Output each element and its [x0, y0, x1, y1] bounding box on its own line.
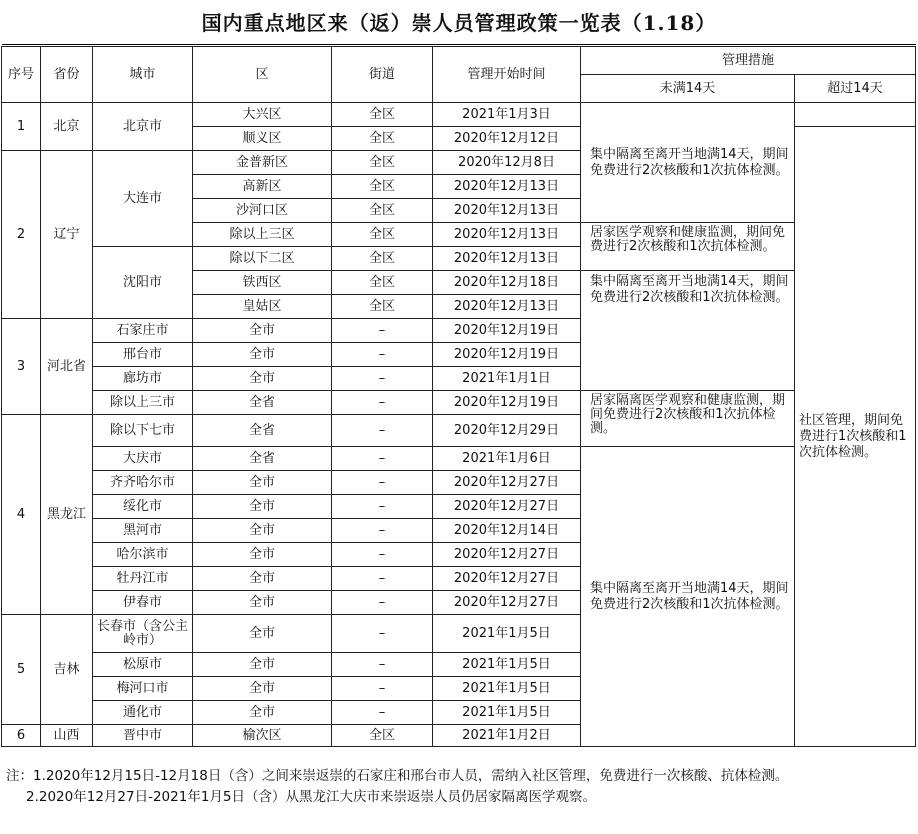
- street-cell: –: [332, 701, 433, 725]
- district-cell: 全市: [193, 567, 332, 591]
- city-cell: 松原市: [93, 653, 193, 677]
- footnote-2: 2.2020年12月27日-2021年1月5日（含）从黑龙江大庆市来崇返崇人员仍居家隔离医学观察。: [26, 789, 596, 805]
- start-time-cell: 2021年1月5日: [433, 653, 581, 677]
- city-cell: 石家庄市: [93, 319, 193, 343]
- district-cell: 除以上三区: [193, 223, 332, 247]
- policy-table: [1, 46, 916, 747]
- district-cell: 全省: [193, 415, 332, 447]
- city-cell: 黑河市: [93, 519, 193, 543]
- start-time-cell: 2020年12月19日: [433, 319, 581, 343]
- over-14-empty-cell: [795, 103, 916, 127]
- street-cell: –: [332, 415, 433, 447]
- street-cell: 全区: [332, 151, 433, 175]
- measure-under-14: 居家医学观察和健康监测，期间免费进行2次核酸和1次抗体检测。: [581, 223, 795, 271]
- measure-under-14: 集中隔离至离开当地满14天，期间免费进行2次核酸和1次抗体检测。: [581, 447, 795, 747]
- city-cell: 除以上三市: [93, 391, 193, 415]
- start-time-cell: 2021年1月5日: [433, 701, 581, 725]
- start-time-cell: 2020年12月19日: [433, 391, 581, 415]
- street-cell: –: [332, 615, 433, 653]
- city-cell: 邢台市: [93, 343, 193, 367]
- district-cell: 皇姑区: [193, 295, 332, 319]
- start-time-cell: 2020年12月13日: [433, 175, 581, 199]
- header-measures: 管理措施: [581, 47, 916, 75]
- district-cell: 全市: [193, 653, 332, 677]
- district-cell: 大兴区: [193, 103, 332, 127]
- start-time-cell: 2020年12月27日: [433, 591, 581, 615]
- district-cell: 高新区: [193, 175, 332, 199]
- group-seq: 1: [2, 103, 41, 151]
- city-cell: 牡丹江市: [93, 567, 193, 591]
- street-cell: 全区: [332, 247, 433, 271]
- start-time-cell: 2021年1月1日: [433, 367, 581, 391]
- district-cell: 全市: [193, 591, 332, 615]
- street-cell: –: [332, 391, 433, 415]
- start-time-cell: 2020年12月29日: [433, 415, 581, 447]
- district-cell: 全市: [193, 319, 332, 343]
- street-cell: 全区: [332, 295, 433, 319]
- group-seq: 3: [2, 319, 41, 415]
- district-cell: 榆次区: [193, 725, 332, 747]
- district-cell: 除以下二区: [193, 247, 332, 271]
- start-time-cell: 2020年12月12日: [433, 127, 581, 151]
- start-time-cell: 2020年12月27日: [433, 543, 581, 567]
- start-time-cell: 2021年1月6日: [433, 447, 581, 471]
- city-cell: 绥化市: [93, 495, 193, 519]
- start-time-cell: 2021年1月2日: [433, 725, 581, 747]
- title-divider: [2, 44, 916, 45]
- street-cell: 全区: [332, 725, 433, 747]
- street-cell: 全区: [332, 271, 433, 295]
- header-seq: 序号: [2, 47, 41, 103]
- district-cell: 沙河口区: [193, 199, 332, 223]
- header-city: 城市: [93, 47, 193, 103]
- district-cell: 金普新区: [193, 151, 332, 175]
- group-seq: 2: [2, 151, 41, 319]
- start-time-cell: 2020年12月8日: [433, 151, 581, 175]
- group-province: 北京: [41, 103, 93, 151]
- footnotes: [6, 766, 912, 808]
- measure-under-14: 集中隔离至离开当地满14天，期间免费进行2次核酸和1次抗体检测。: [581, 271, 795, 391]
- start-time-cell: 2020年12月13日: [433, 223, 581, 247]
- start-time-cell: 2020年12月13日: [433, 295, 581, 319]
- group-province: 山西: [41, 725, 93, 747]
- street-cell: –: [332, 343, 433, 367]
- district-cell: 全市: [193, 701, 332, 725]
- city-cell: 伊春市: [93, 591, 193, 615]
- street-cell: –: [332, 471, 433, 495]
- start-time-cell: 2021年1月3日: [433, 103, 581, 127]
- header-over-14-days: 超过14天: [795, 75, 916, 103]
- street-cell: 全区: [332, 175, 433, 199]
- start-time-cell: 2020年12月14日: [433, 519, 581, 543]
- district-cell: 全市: [193, 367, 332, 391]
- city-cell: 大庆市: [93, 447, 193, 471]
- city-cell: 长春市（含公主岭市）: [93, 615, 193, 653]
- street-cell: –: [332, 543, 433, 567]
- city-cell: 通化市: [93, 701, 193, 725]
- group-seq: 5: [2, 615, 41, 725]
- street-cell: –: [332, 677, 433, 701]
- group-province: 辽宁: [41, 151, 93, 319]
- street-cell: –: [332, 367, 433, 391]
- district-cell: 全市: [193, 343, 332, 367]
- start-time-cell: 2020年12月13日: [433, 247, 581, 271]
- city-cell: 大连市: [93, 151, 193, 247]
- start-time-cell: 2020年12月27日: [433, 495, 581, 519]
- street-cell: –: [332, 567, 433, 591]
- street-cell: 全区: [332, 103, 433, 127]
- district-cell: 全省: [193, 391, 332, 415]
- header-street: 街道: [332, 47, 433, 103]
- district-cell: 全市: [193, 519, 332, 543]
- city-cell: 除以下七市: [93, 415, 193, 447]
- city-cell: 沈阳市: [93, 247, 193, 319]
- street-cell: 全区: [332, 223, 433, 247]
- district-cell: 顺义区: [193, 127, 332, 151]
- start-time-cell: 2020年12月18日: [433, 271, 581, 295]
- city-cell: 梅河口市: [93, 677, 193, 701]
- measure-under-14: 居家隔离医学观察和健康监测，期间免费进行2次核酸和1次抗体检测。: [581, 391, 795, 447]
- start-time-cell: 2020年12月27日: [433, 567, 581, 591]
- group-province: 吉林: [41, 615, 93, 725]
- street-cell: –: [332, 447, 433, 471]
- group-seq: 4: [2, 415, 41, 615]
- street-cell: –: [332, 495, 433, 519]
- city-cell: 齐齐哈尔市: [93, 471, 193, 495]
- group-province: 河北省: [41, 319, 93, 415]
- header-under-14-days: 未满14天: [581, 75, 795, 103]
- city-cell: 北京市: [93, 103, 193, 151]
- header-start-time: 管理开始时间: [433, 47, 581, 103]
- district-cell: 铁西区: [193, 271, 332, 295]
- footnote-1: 注：1.2020年12月15日-12月18日（含）之间来崇返崇的石家庄和邢台市人员，需纳入社区管理，免费进行一次核酸、抗体检测。: [6, 768, 789, 784]
- start-time-cell: 2021年1月5日: [433, 615, 581, 653]
- group-province: 黑龙江: [41, 415, 93, 615]
- street-cell: –: [332, 653, 433, 677]
- start-time-cell: 2021年1月5日: [433, 677, 581, 701]
- street-cell: 全区: [332, 199, 433, 223]
- measure-under-14: 集中隔离至离开当地满14天，期间免费进行2次核酸和1次抗体检测。: [581, 103, 795, 223]
- group-seq: 6: [2, 725, 41, 747]
- header-province: 省份: [41, 47, 93, 103]
- city-cell: 哈尔滨市: [93, 543, 193, 567]
- district-cell: 全市: [193, 495, 332, 519]
- start-time-cell: 2020年12月19日: [433, 343, 581, 367]
- district-cell: 全市: [193, 543, 332, 567]
- start-time-cell: 2020年12月27日: [433, 471, 581, 495]
- city-cell: 廊坊市: [93, 367, 193, 391]
- street-cell: –: [332, 591, 433, 615]
- street-cell: 全区: [332, 127, 433, 151]
- street-cell: –: [332, 519, 433, 543]
- page-title: 国内重点地区来（返）崇人员管理政策一览表（1.18）: [201, 10, 717, 35]
- district-cell: 全市: [193, 471, 332, 495]
- start-time-cell: 2020年12月13日: [433, 199, 581, 223]
- district-cell: 全市: [193, 615, 332, 653]
- measure-over-14: 社区管理，期间免费进行1次核酸和1次抗体检测。: [795, 127, 916, 747]
- district-cell: 全省: [193, 447, 332, 471]
- street-cell: –: [332, 319, 433, 343]
- header-district: 区: [193, 47, 332, 103]
- city-cell: 晋中市: [93, 725, 193, 747]
- district-cell: 全市: [193, 677, 332, 701]
